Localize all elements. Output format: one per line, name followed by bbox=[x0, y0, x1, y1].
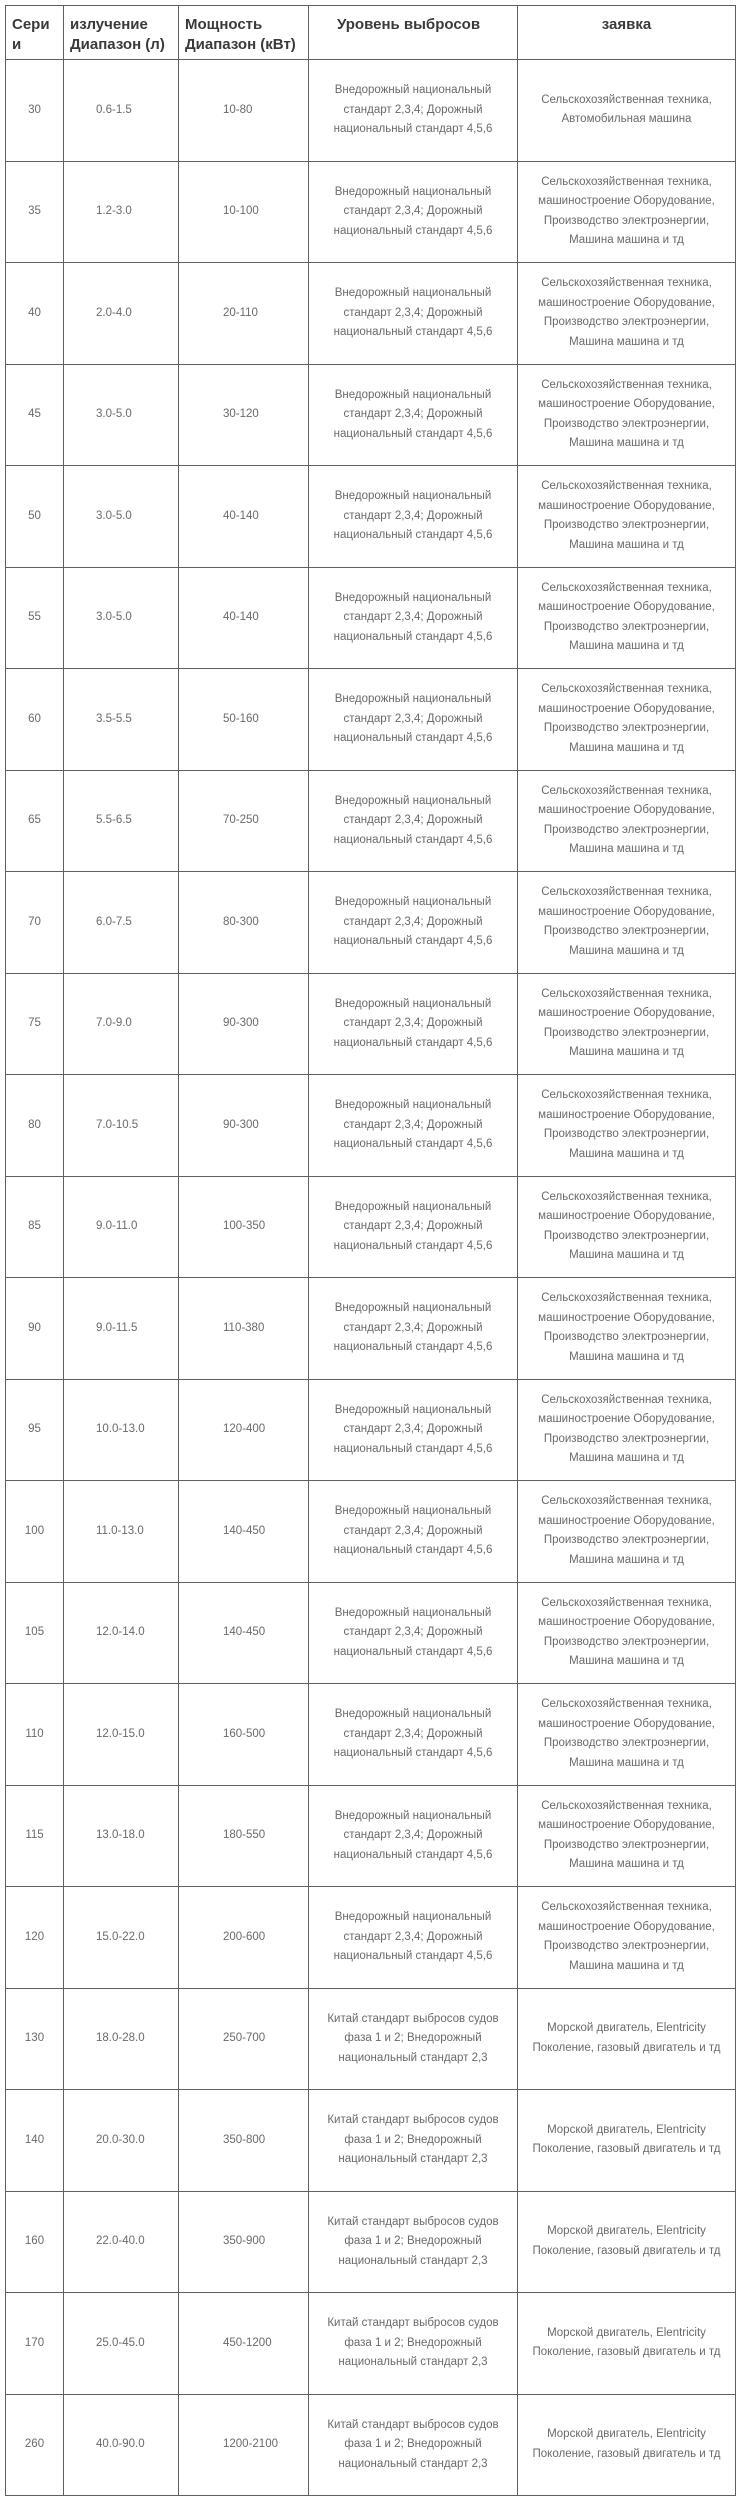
cell-series: 260 bbox=[6, 2394, 64, 2496]
cell-emission: Внедорожный национальный стандарт 2,3,4; Дорожный национальный стандарт 4,5,6 bbox=[309, 1785, 518, 1887]
cell-power: 350-900 bbox=[179, 2191, 309, 2293]
table-row bbox=[6, 1481, 736, 1583]
cell-emission: Внедорожный национальный стандарт 2,3,4; Дорожный национальный стандарт 4,5,6 bbox=[309, 263, 518, 365]
table-row bbox=[6, 669, 736, 771]
cell-emission: Внедорожный национальный стандарт 2,3,4; Дорожный национальный стандарт 4,5,6 bbox=[309, 872, 518, 974]
cell-displacement: 9.0-11.5 bbox=[64, 1278, 179, 1380]
cell-series: 80 bbox=[6, 1075, 64, 1177]
cell-emission: Внедорожный национальный стандарт 2,3,4; Дорожный национальный стандарт 4,5,6 bbox=[309, 161, 518, 263]
header-series: Серии bbox=[6, 6, 64, 60]
table-row bbox=[6, 2394, 736, 2496]
cell-application: Сельскохозяйственная техника, машиностроение Оборудование, Производство электроэнергии, Машина машина и тд bbox=[518, 1379, 736, 1481]
cell-power: 250-700 bbox=[179, 1988, 309, 2090]
cell-application: Сельскохозяйственная техника, машиностроение Оборудование, Производство электроэнергии, Машина машина и тд bbox=[518, 770, 736, 872]
table-row bbox=[6, 1684, 736, 1786]
cell-emission: Внедорожный национальный стандарт 2,3,4; Дорожный национальный стандарт 4,5,6 bbox=[309, 770, 518, 872]
cell-power: 50-160 bbox=[179, 669, 309, 771]
cell-emission: Внедорожный национальный стандарт 2,3,4; Дорожный национальный стандарт 4,5,6 bbox=[309, 1176, 518, 1278]
cell-displacement: 3.0-5.0 bbox=[64, 466, 179, 568]
cell-displacement: 18.0-28.0 bbox=[64, 1988, 179, 2090]
cell-emission: Внедорожный национальный стандарт 2,3,4; Дорожный национальный стандарт 4,5,6 bbox=[309, 1278, 518, 1380]
cell-application: Сельскохозяйственная техника, машиностроение Оборудование, Производство электроэнергии, Машина машина и тд bbox=[518, 263, 736, 365]
cell-displacement: 15.0-22.0 bbox=[64, 1887, 179, 1989]
cell-application: Сельскохозяйственная техника, машиностроение Оборудование, Производство электроэнергии, Машина машина и тд bbox=[518, 872, 736, 974]
table-row bbox=[6, 973, 736, 1075]
cell-series: 110 bbox=[6, 1684, 64, 1786]
cell-application: Морской двигатель, Elentricity Поколение, газовый двигатель и тд bbox=[518, 1988, 736, 2090]
cell-emission: Внедорожный национальный стандарт 2,3,4; Дорожный национальный стандарт 4,5,6 bbox=[309, 1481, 518, 1583]
cell-power: 350-800 bbox=[179, 2090, 309, 2192]
header-displacement: излучение Диапазон (л) bbox=[64, 6, 179, 60]
header-emission: Уровень выбросов bbox=[309, 6, 518, 60]
cell-displacement: 12.0-14.0 bbox=[64, 1582, 179, 1684]
table-row bbox=[6, 161, 736, 263]
cell-series: 130 bbox=[6, 1988, 64, 2090]
cell-series: 55 bbox=[6, 567, 64, 669]
cell-application: Сельскохозяйственная техника, машиностроение Оборудование, Производство электроэнергии, Машина машина и тд bbox=[518, 364, 736, 466]
cell-power: 200-600 bbox=[179, 1887, 309, 1989]
cell-series: 140 bbox=[6, 2090, 64, 2192]
cell-power: 140-450 bbox=[179, 1481, 309, 1583]
cell-emission: Китай стандарт выбросов судов фаза 1 и 2; Внедорожный национальный стандарт 2,3 bbox=[309, 1988, 518, 2090]
cell-emission: Внедорожный национальный стандарт 2,3,4; Дорожный национальный стандарт 4,5,6 bbox=[309, 364, 518, 466]
table-body bbox=[6, 60, 736, 2496]
table-row bbox=[6, 263, 736, 365]
engine-series-table bbox=[5, 5, 736, 2496]
cell-emission: Внедорожный национальный стандарт 2,3,4; Дорожный национальный стандарт 4,5,6 bbox=[309, 567, 518, 669]
table-row bbox=[6, 872, 736, 974]
cell-power: 90-300 bbox=[179, 973, 309, 1075]
cell-series: 160 bbox=[6, 2191, 64, 2293]
cell-series: 170 bbox=[6, 2293, 64, 2395]
table-row bbox=[6, 1278, 736, 1380]
cell-emission: Внедорожный национальный стандарт 2,3,4; Дорожный национальный стандарт 4,5,6 bbox=[309, 60, 518, 162]
cell-application: Сельскохозяйственная техника, машиностроение Оборудование, Производство электроэнергии, Машина машина и тд bbox=[518, 669, 736, 771]
header-row bbox=[6, 6, 736, 60]
table-row bbox=[6, 770, 736, 872]
cell-series: 90 bbox=[6, 1278, 64, 1380]
cell-power: 1200-2100 bbox=[179, 2394, 309, 2496]
table-row bbox=[6, 60, 736, 162]
cell-displacement: 12.0-15.0 bbox=[64, 1684, 179, 1786]
cell-application: Сельскохозяйственная техника, машиностроение Оборудование, Производство электроэнергии, Машина машина и тд bbox=[518, 567, 736, 669]
cell-displacement: 3.0-5.0 bbox=[64, 567, 179, 669]
cell-displacement: 13.0-18.0 bbox=[64, 1785, 179, 1887]
cell-power: 80-300 bbox=[179, 872, 309, 974]
cell-series: 50 bbox=[6, 466, 64, 568]
cell-emission: Китай стандарт выбросов судов фаза 1 и 2; Внедорожный национальный стандарт 2,3 bbox=[309, 2090, 518, 2192]
cell-series: 40 bbox=[6, 263, 64, 365]
cell-emission: Внедорожный национальный стандарт 2,3,4; Дорожный национальный стандарт 4,5,6 bbox=[309, 466, 518, 568]
cell-series: 70 bbox=[6, 872, 64, 974]
cell-application: Морской двигатель, Elentricity Поколение, газовый двигатель и тд bbox=[518, 2293, 736, 2395]
cell-displacement: 2.0-4.0 bbox=[64, 263, 179, 365]
cell-series: 105 bbox=[6, 1582, 64, 1684]
cell-power: 20-110 bbox=[179, 263, 309, 365]
table-row bbox=[6, 364, 736, 466]
cell-emission: Китай стандарт выбросов судов фаза 1 и 2; Внедорожный национальный стандарт 2,3 bbox=[309, 2191, 518, 2293]
table-row bbox=[6, 466, 736, 568]
table-row bbox=[6, 1075, 736, 1177]
cell-power: 140-450 bbox=[179, 1582, 309, 1684]
cell-application: Сельскохозяйственная техника, машиностроение Оборудование, Производство электроэнергии, Машина машина и тд bbox=[518, 1176, 736, 1278]
cell-displacement: 3.0-5.0 bbox=[64, 364, 179, 466]
table-row bbox=[6, 1379, 736, 1481]
cell-application: Сельскохозяйственная техника, машиностроение Оборудование, Производство электроэнергии, Машина машина и тд bbox=[518, 1684, 736, 1786]
cell-displacement: 40.0-90.0 bbox=[64, 2394, 179, 2496]
table-row bbox=[6, 1176, 736, 1278]
cell-displacement: 9.0-11.0 bbox=[64, 1176, 179, 1278]
cell-displacement: 10.0-13.0 bbox=[64, 1379, 179, 1481]
cell-power: 30-120 bbox=[179, 364, 309, 466]
cell-series: 60 bbox=[6, 669, 64, 771]
cell-power: 10-80 bbox=[179, 60, 309, 162]
header-power: Мощность Диапазон (кВт) bbox=[179, 6, 309, 60]
cell-emission: Китай стандарт выбросов судов фаза 1 и 2; Внедорожный национальный стандарт 2,3 bbox=[309, 2394, 518, 2496]
cell-emission: Внедорожный национальный стандарт 2,3,4; Дорожный национальный стандарт 4,5,6 bbox=[309, 669, 518, 771]
cell-emission: Внедорожный национальный стандарт 2,3,4; Дорожный национальный стандарт 4,5,6 bbox=[309, 1582, 518, 1684]
header-application: заявка bbox=[518, 6, 736, 60]
cell-series: 65 bbox=[6, 770, 64, 872]
cell-series: 95 bbox=[6, 1379, 64, 1481]
cell-power: 40-140 bbox=[179, 567, 309, 669]
cell-power: 450-1200 bbox=[179, 2293, 309, 2395]
cell-application: Сельскохозяйственная техника, машиностроение Оборудование, Производство электроэнергии, Машина машина и тд bbox=[518, 1075, 736, 1177]
cell-series: 85 bbox=[6, 1176, 64, 1278]
table-row bbox=[6, 1785, 736, 1887]
cell-displacement: 7.0-9.0 bbox=[64, 973, 179, 1075]
cell-power: 120-400 bbox=[179, 1379, 309, 1481]
cell-displacement: 7.0-10.5 bbox=[64, 1075, 179, 1177]
cell-displacement: 20.0-30.0 bbox=[64, 2090, 179, 2192]
cell-power: 100-350 bbox=[179, 1176, 309, 1278]
cell-emission: Китай стандарт выбросов судов фаза 1 и 2; Внедорожный национальный стандарт 2,3 bbox=[309, 2293, 518, 2395]
cell-displacement: 3.5-5.5 bbox=[64, 669, 179, 771]
cell-series: 100 bbox=[6, 1481, 64, 1583]
cell-application: Морской двигатель, Elentricity Поколение, газовый двигатель и тд bbox=[518, 2090, 736, 2192]
table-row bbox=[6, 2293, 736, 2395]
cell-displacement: 5.5-6.5 bbox=[64, 770, 179, 872]
table-row bbox=[6, 2191, 736, 2293]
table-row bbox=[6, 1887, 736, 1989]
cell-application: Сельскохозяйственная техника, Автомобильная машина bbox=[518, 60, 736, 162]
cell-application: Сельскохозяйственная техника, машиностроение Оборудование, Производство электроэнергии, Машина машина и тд bbox=[518, 1481, 736, 1583]
cell-application: Сельскохозяйственная техника, машиностроение Оборудование, Производство электроэнергии, Машина машина и тд bbox=[518, 1887, 736, 1989]
cell-power: 160-500 bbox=[179, 1684, 309, 1786]
cell-power: 10-100 bbox=[179, 161, 309, 263]
table-row bbox=[6, 1582, 736, 1684]
cell-series: 35 bbox=[6, 161, 64, 263]
cell-application: Сельскохозяйственная техника, машиностроение Оборудование, Производство электроэнергии, Машина машина и тд bbox=[518, 161, 736, 263]
cell-application: Сельскохозяйственная техника, машиностроение Оборудование, Производство электроэнергии, Машина машина и тд bbox=[518, 1785, 736, 1887]
table-row bbox=[6, 1988, 736, 2090]
cell-application: Морской двигатель, Elentricity Поколение, газовый двигатель и тд bbox=[518, 2394, 736, 2496]
cell-displacement: 25.0-45.0 bbox=[64, 2293, 179, 2395]
cell-series: 75 bbox=[6, 973, 64, 1075]
cell-displacement: 6.0-7.5 bbox=[64, 872, 179, 974]
cell-power: 40-140 bbox=[179, 466, 309, 568]
cell-power: 180-550 bbox=[179, 1785, 309, 1887]
cell-displacement: 1.2-3.0 bbox=[64, 161, 179, 263]
cell-emission: Внедорожный национальный стандарт 2,3,4; Дорожный национальный стандарт 4,5,6 bbox=[309, 1887, 518, 1989]
cell-emission: Внедорожный национальный стандарт 2,3,4; Дорожный национальный стандарт 4,5,6 bbox=[309, 1075, 518, 1177]
table-row bbox=[6, 2090, 736, 2192]
cell-application: Морской двигатель, Elentricity Поколение, газовый двигатель и тд bbox=[518, 2191, 736, 2293]
cell-power: 110-380 bbox=[179, 1278, 309, 1380]
cell-application: Сельскохозяйственная техника, машиностроение Оборудование, Производство электроэнергии, Машина машина и тд bbox=[518, 1278, 736, 1380]
cell-power: 70-250 bbox=[179, 770, 309, 872]
cell-displacement: 0.6-1.5 bbox=[64, 60, 179, 162]
cell-application: Сельскохозяйственная техника, машиностроение Оборудование, Производство электроэнергии, Машина машина и тд bbox=[518, 466, 736, 568]
cell-power: 90-300 bbox=[179, 1075, 309, 1177]
cell-series: 120 bbox=[6, 1887, 64, 1989]
cell-emission: Внедорожный национальный стандарт 2,3,4; Дорожный национальный стандарт 4,5,6 bbox=[309, 973, 518, 1075]
cell-series: 45 bbox=[6, 364, 64, 466]
table-row bbox=[6, 567, 736, 669]
cell-displacement: 11.0-13.0 bbox=[64, 1481, 179, 1583]
cell-series: 115 bbox=[6, 1785, 64, 1887]
cell-emission: Внедорожный национальный стандарт 2,3,4; Дорожный национальный стандарт 4,5,6 bbox=[309, 1684, 518, 1786]
cell-application: Сельскохозяйственная техника, машиностроение Оборудование, Производство электроэнергии, Машина машина и тд bbox=[518, 1582, 736, 1684]
cell-series: 30 bbox=[6, 60, 64, 162]
cell-emission: Внедорожный национальный стандарт 2,3,4; Дорожный национальный стандарт 4,5,6 bbox=[309, 1379, 518, 1481]
cell-displacement: 22.0-40.0 bbox=[64, 2191, 179, 2293]
cell-application: Сельскохозяйственная техника, машиностроение Оборудование, Производство электроэнергии, Машина машина и тд bbox=[518, 973, 736, 1075]
